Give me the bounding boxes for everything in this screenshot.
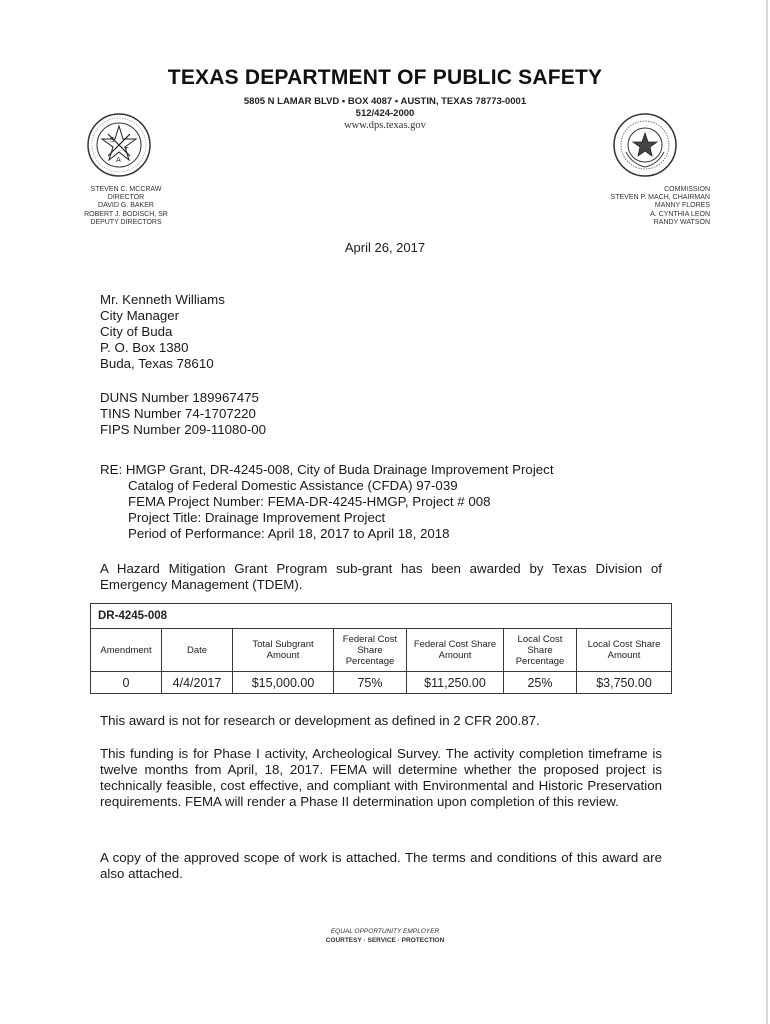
staff-line: STEVEN P. MACH, CHAIRMAN xyxy=(610,194,710,202)
column-header: Local Cost Share Amount xyxy=(577,629,672,672)
recipient-line: Mr. Kenneth Williams xyxy=(100,292,225,307)
agency-website: www.dps.texas.gov xyxy=(344,120,426,131)
table-caption: DR-4245-008 xyxy=(91,604,672,629)
re-line: Period of Performance: April 18, 2017 to April 18, 2018 xyxy=(128,526,450,541)
attachments-paragraph: A copy of the approved scope of work is attached. The terms and conditions of this award are also attached. xyxy=(100,850,662,881)
recipient-line: City Manager xyxy=(100,308,180,323)
recipient-address xyxy=(100,292,225,372)
table-cell: $11,250.00 xyxy=(407,672,504,694)
table-cell: 4/4/2017 xyxy=(162,672,233,694)
staff-line: DEPUTY DIRECTORS xyxy=(90,218,162,226)
table-row xyxy=(91,672,672,694)
agency-phone: 512/424-2000 xyxy=(355,108,415,119)
column-header: Federal Cost Share Percentage xyxy=(334,629,407,672)
staff-line: RANDY WATSON xyxy=(653,218,710,226)
table-cell: 0 xyxy=(91,672,162,694)
directors-list xyxy=(66,186,186,227)
recipient-line: City of Buda xyxy=(100,324,173,339)
staff-line: ROBERT J. BODISCH, SR xyxy=(84,210,168,218)
svg-text:A: A xyxy=(116,156,121,164)
letter-date: April 26, 2017 xyxy=(344,240,426,255)
svg-text:S: S xyxy=(110,136,115,144)
re-line: Catalog of Federal Domestic Assistance (CFDA) 97-039 xyxy=(128,478,458,493)
column-header: Total Subgrant Amount xyxy=(233,629,334,672)
staff-line: DAVID G. BAKER xyxy=(98,202,154,210)
column-header: Date xyxy=(162,629,233,672)
recipient-line: P. O. Box 1380 xyxy=(100,340,189,355)
re-line: Project Title: Drainage Improvement Project xyxy=(128,510,386,525)
staff-line: A. CYNTHIA LEON xyxy=(650,210,710,218)
column-header: Local Cost Share Percentage xyxy=(504,629,577,672)
award-intro: A Hazard Mitigation Grant Program sub-grant has been awarded by Texas Division of Emergency Management (TDEM). xyxy=(100,561,662,592)
phase-one-paragraph: This funding is for Phase I activity, Archeological Survey. The activity completion timeframe is twelve months from April, 18, 2017. FEMA will determine whether the proposed project is technically feasible, cost effective, and compliant with Environmental and Historic Preservation requirements. FEMA will render a Phase II determination upon completion of this review. xyxy=(100,746,662,809)
identifier-numbers xyxy=(100,390,266,438)
footer-eoe: EQUAL OPPORTUNITY EMPLOYER xyxy=(330,928,440,935)
svg-text:T: T xyxy=(124,146,129,154)
id-line: TINS Number 74-1707220 xyxy=(100,406,256,421)
agency-title: TEXAS DEPARTMENT OF PUBLIC SAFETY xyxy=(167,66,603,89)
grant-table xyxy=(90,603,672,694)
recipient-line: Buda, Texas 78610 xyxy=(100,356,214,371)
re-line: FEMA Project Number: FEMA-DR-4245-HMGP, Project # 008 xyxy=(128,494,491,509)
commission-list xyxy=(560,186,710,227)
scan-edge-divider xyxy=(766,0,768,1024)
table-cell: 75% xyxy=(334,672,407,694)
table-cell: 25% xyxy=(504,672,577,694)
footer-motto: COURTESY · SERVICE · PROTECTION xyxy=(325,937,445,944)
re-block xyxy=(100,462,554,542)
dps-seal-left xyxy=(86,112,152,178)
staff-line: STEVEN C. MCCRAW xyxy=(90,186,162,193)
id-line: DUNS Number 189967475 xyxy=(100,390,259,405)
column-header: Amendment xyxy=(91,629,162,672)
research-statement: This award is not for research or development as defined in 2 CFR 200.87. xyxy=(100,713,540,728)
id-line: FIPS Number 209-11080-00 xyxy=(100,422,267,437)
staff-line: COMMISSION xyxy=(664,186,710,193)
column-header: Federal Cost Share Amount xyxy=(407,629,504,672)
staff-line: DIRECTOR xyxy=(107,194,145,202)
table-cell: $15,000.00 xyxy=(233,672,334,694)
staff-line: MANNY FLORES xyxy=(654,202,710,210)
re-subject: RE: HMGP Grant, DR-4245-008, City of Buda Drainage Improvement Project xyxy=(100,462,554,477)
agency-address: 5805 N LAMAR BLVD • BOX 4087 • AUSTIN, TEXAS 78773-0001 xyxy=(243,96,527,107)
table-cell: $3,750.00 xyxy=(577,672,672,694)
texas-state-seal-right xyxy=(612,112,678,178)
